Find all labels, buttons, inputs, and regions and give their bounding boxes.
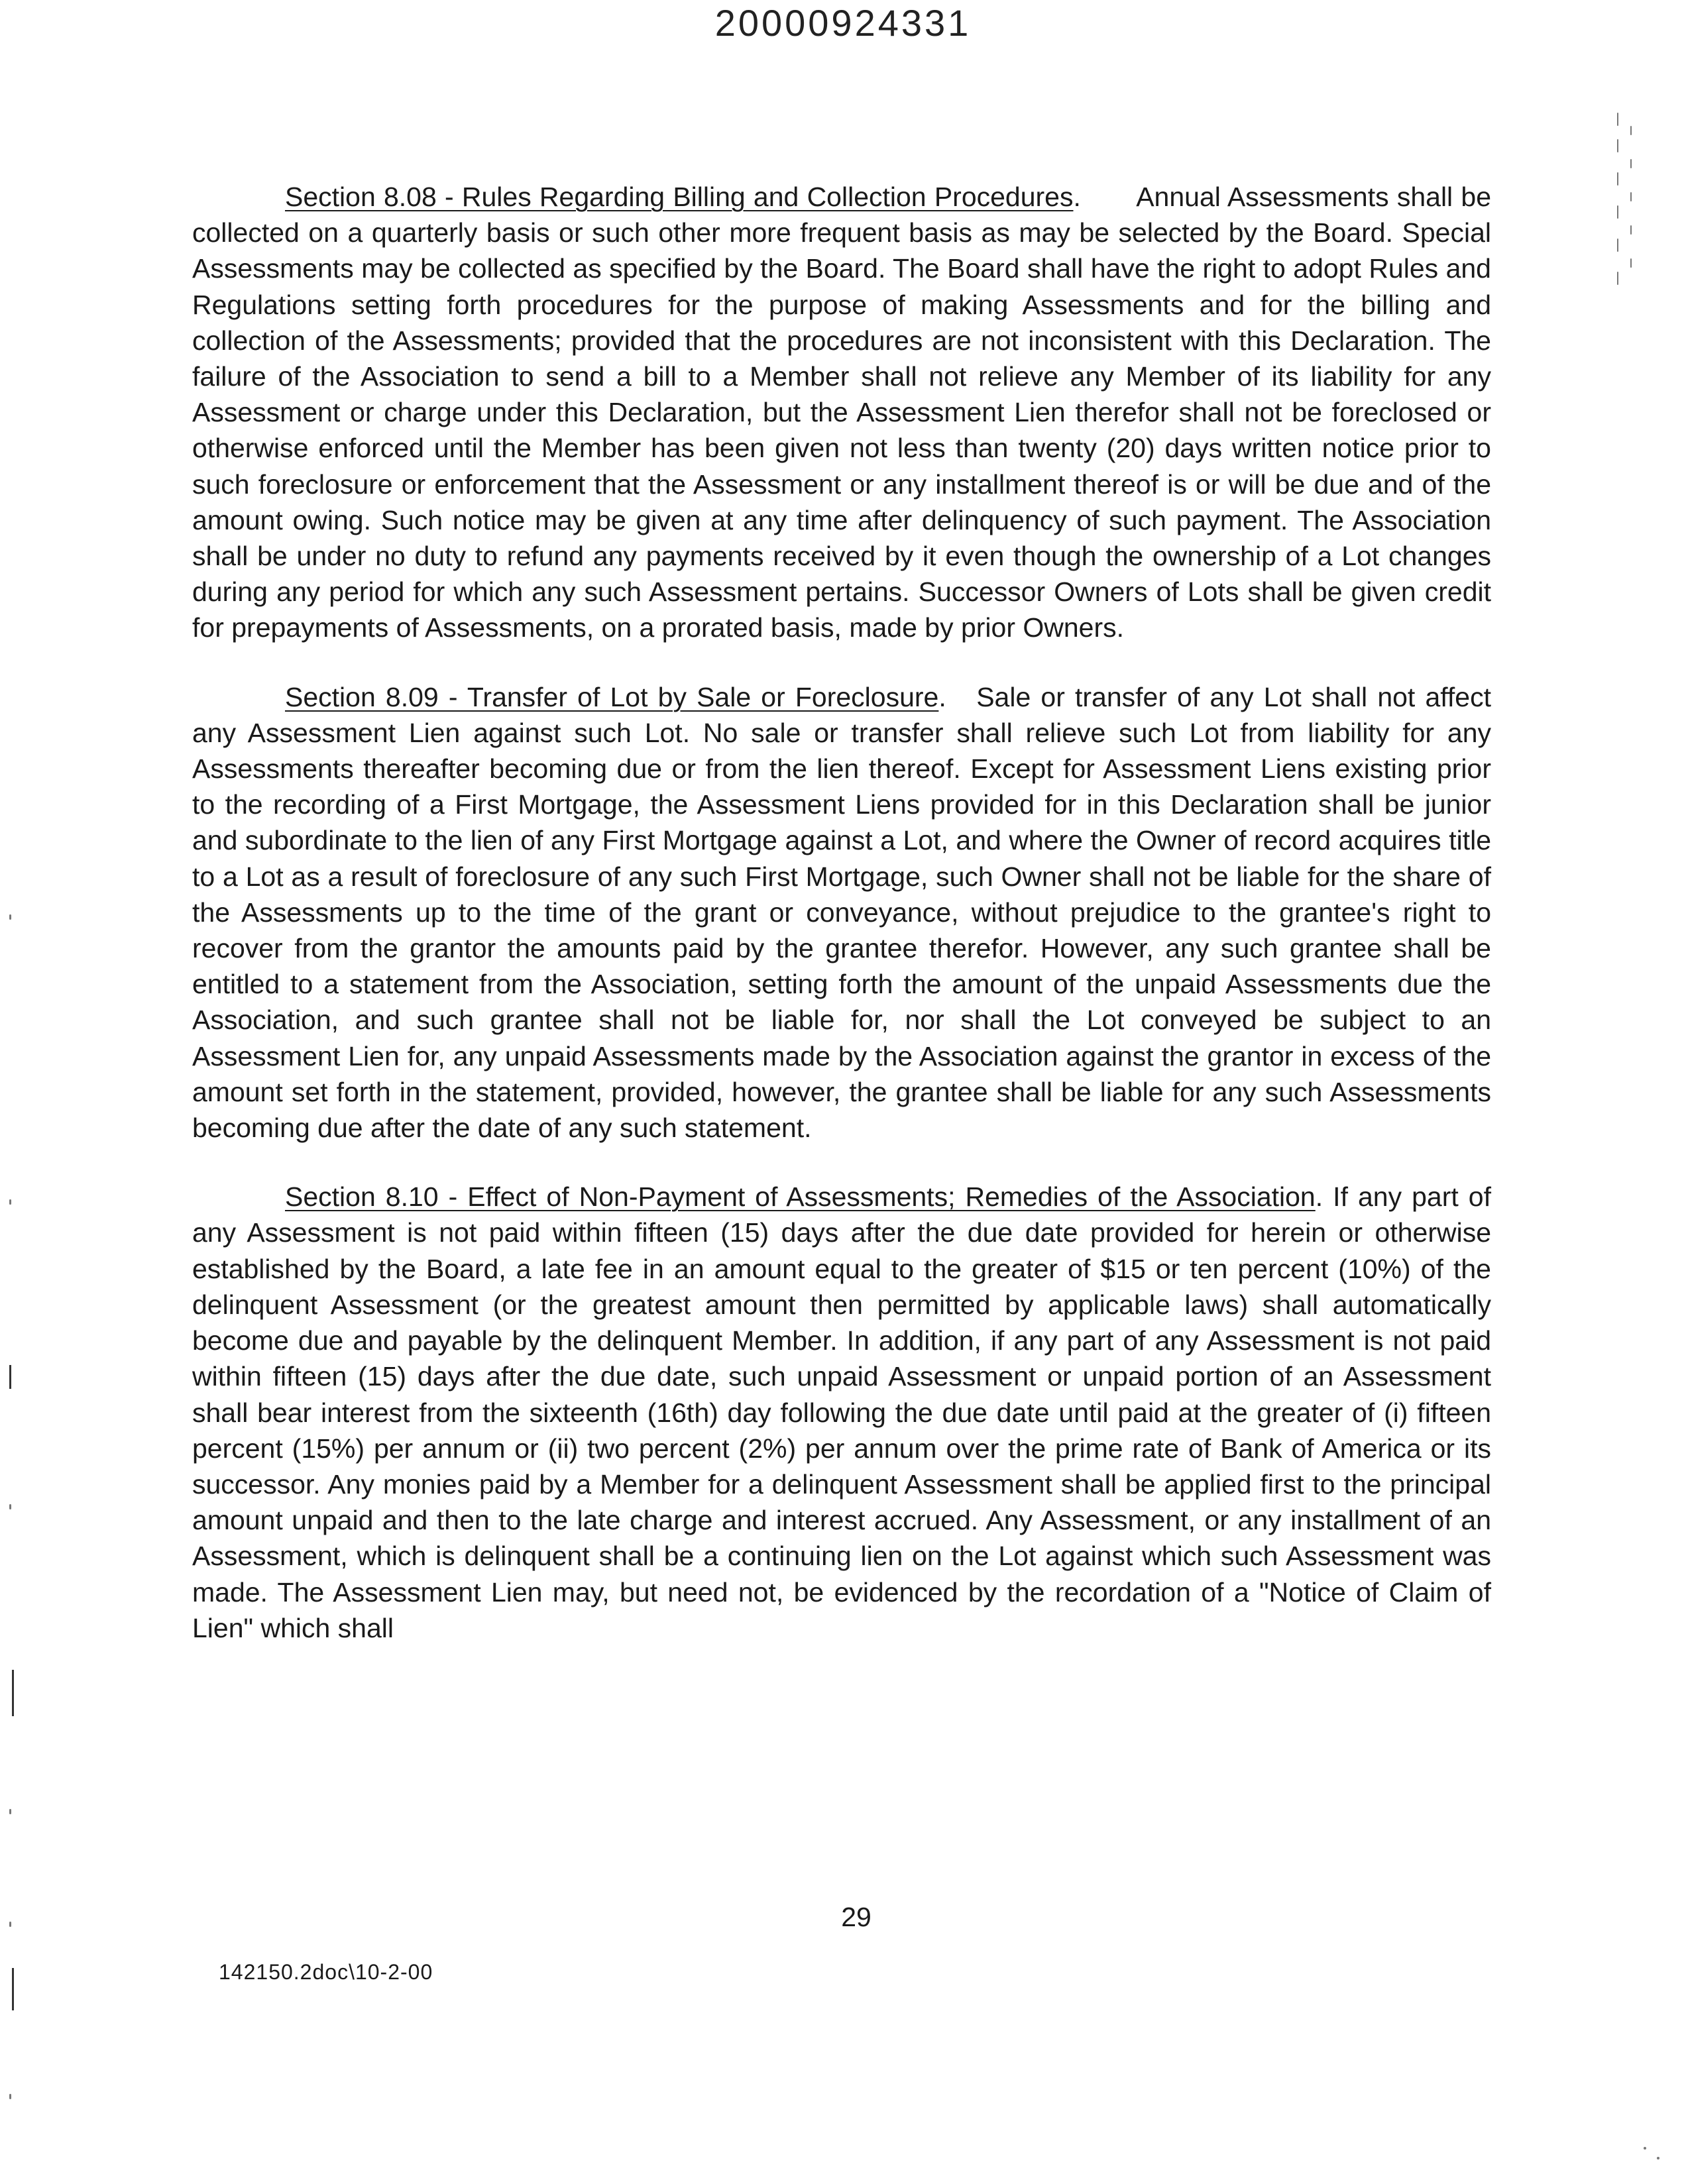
section-heading: Section 8.10 - Effect of Non-Payment of Assessments; Remedies of the Association [285,1181,1316,1213]
document-reference: 142150.2doc\10-2-00 [219,1960,433,1984]
scan-artifact-dot [9,1809,11,1814]
scan-artifact-dot [9,914,11,920]
scan-artifact-dot [1617,139,1618,152]
scan-artifact-dot [1630,126,1632,135]
scan-artifact-dot [1617,205,1618,219]
section-heading: Section 8.08 - Rules Regarding Billing and Collection Procedures [285,182,1074,212]
section-heading: Section 8.09 - Transfer of Lot by Sale or Foreclosure [285,681,939,712]
scan-artifact-dot [1617,239,1618,252]
scan-artifact-dot [9,1199,11,1205]
scan-artifact-dot [1630,258,1632,268]
scan-artifact-dot [9,2094,11,2099]
section-body: Annual Assessments shall be collected on a quarterly basis or such other more frequent basis as may be selected by the Board. Special Assessments may be collected as specified by the Board. The Board shall have the right to adopt Rules and Regulations setting forth procedures for the purpose of making Assessments and for the billing and collection of the Assessments; provided that the procedures are not inconsistent with this Declaration. The failure of the Association to send a bill to a Member shall not relieve any Member of its liability for any Assessment or charge under this Declaration, but the Assessment Lien therefor shall not be foreclosed or otherwise enforced until the Member has been given not less than twenty (20) days written notice prior to such foreclosure or enforcement that the Assessment or any installment thereof is or will be due and of the amount owing. Such notice may be given at any time after delinquency of such payment. The Association shall be under no duty to refund any payments received by it even though the ownership of a Lot changes during any period for which any such Assessment pertains. Successor Owners of Lots shall be given credit for prepayments of Assessments, on a prorated basis, made by prior Owners. [192,182,1491,643]
section-8-09: Section 8.09 - Transfer of Lot by Sale or Foreclosure. Sale or transfer of any Lot shall not affect any Assessment Lien against such Lot. No sale or transfer shall relieve such Lot from liability for any Assessments thereafter becoming due or from the lien thereof. Except for Assessment Liens existing prior to the recording of a First Mortgage, the Assessment Liens provided for in this Declaration shall be junior and subordinate to the lien of any First Mortgage against a Lot, and where the Owner of record acquires title to a Lot as a result of foreclosure of any such First Mortgage, such Owner shall not be liable for the share of the Assessments up to the time of the grant or conveyance, without prejudice to the grantee's right to recover from the grantor the amounts paid by the grantee therefor. However, any such grantee shall be entitled to a statement from the Association, setting forth the amount of the unpaid Assessments due the Association, and such grantee shall not be liable for, nor shall the Lot conveyed be subject to an Assessment Lien for, any unpaid Assessments made by the Association against the grantor in excess of the amount set forth in the statement, provided, however, the grantee shall be liable for any such Assessments becoming due after the date of any such statement. [192,681,1491,1144]
scan-artifact-dot [1617,272,1618,285]
scan-artifact-dot [1617,113,1618,126]
scan-artifact-dot [1630,225,1632,235]
section-8-08: Section 8.08 - Rules Regarding Billing and Collection Procedures. Annual Assessments shall be collected on a quarterly basis or such other more frequent basis as may be selected by the Board. Special Assessments may be collected as specified by the Board. The Board shall have the right to adopt Rules and Regulations setting forth procedures for the purpose of making Assessments and for the billing and collection of the Assessments; provided that the procedures are not inconsistent with this Declaration. The failure of the Association to send a bill to a Member shall not relieve any Member of its liability for any Assessment or charge under this Declaration, but the Assessment Lien therefor shall not be foreclosed or otherwise enforced until the Member has been given not less than twenty (20) days written notice prior to such foreclosure or enforcement that the Assessment or any installment thereof is or will be due and of the amount owing. Such notice may be given at any time after delinquency of such payment. The Association shall be under no duty to refund any payments received by it even though the ownership of a Lot changes during any period for which any such Assessment pertains. Successor Owners of Lots shall be given credit for prepayments of Assessments, on a prorated basis, made by prior Owners. [192,182,1491,643]
section-body: Sale or transfer of any Lot shall not affect any Assessment Lien against such Lot. No sale or transfer shall relieve such Lot from liability for any Assessments thereafter becoming due or from the lien thereof. Except for Assessment Liens existing prior to the recording of a First Mortgage, the Assessment Liens provided for in this Declaration shall be junior and subordinate to the lien of any First Mortgage against a Lot, and where the Owner of record acquires title to a Lot as a result of foreclosure of any such First Mortgage, such Owner shall not be liable for the share of the Assessments up to the time of the grant or conveyance, without prejudice to the grantee's right to recover from the grantor the amounts paid by the grantee therefor. However, any such grantee shall be entitled to a statement from the Association, setting forth the amount of the unpaid Assessments due the Association, and such grantee shall not be liable for, nor shall the Lot conveyed be subject to an Assessment Lien for, any unpaid Assessments made by the Association against the grantor in excess of the amount set forth in the statement, provided, however, the grantee shall be liable for any such Assessments becoming due after the date of any such statement. [192,681,1491,1144]
scan-artifact-dot [1630,192,1632,201]
scan-artifact-mark [12,1968,14,2010]
section-body: If any part of any Assessment is not paid within fifteen (15) days after the due date provided for herein or otherwise established by the Board, a late fee in an amount equal to the greater of $15 or ten percent (10%) of the delinquent Assessment (or the greatest amount then permitted by applicable laws) shall automatically become due and payable by the delinquent Member. In addition, if any part of any Assessment is not paid within fifteen (15) days after the due date, such unpaid Assessment or unpaid portion of an Assessment shall bear interest from the sixteenth (16th) day following the due date until paid at the greater of (i) fifteen percent (15%) per annum or (ii) two percent (2%) per annum over the prime rate of Bank of America or its successor. Any monies paid by a Member for a delinquent Assessment shall be applied first to the principal amount unpaid and then to the late charge and interest accrued. Any Assessment, or any installment of an Assessment, which is delinquent shall be a continuing lien on the Lot against which such Assessment was made. The Assessment Lien may, but need not, be evidenced by the recordation of a "Notice of Claim of Lien" which shall [192,1181,1491,1643]
scan-artifact-dot [9,1922,11,1927]
section-8-10: Section 8.10 - Effect of Non-Payment of Assessments; Remedies of the Association. If any part of any Assessment is not paid within fifteen (15) days after the due date provided for herein or otherwise established by the Board, a late fee in an amount equal to the greater of $15 or ten percent (10%) of the delinquent Assessment (or the greatest amount then permitted by applicable laws) shall automatically become due and payable by the delinquent Member. In addition, if any part of any Assessment is not paid within fifteen (15) days after the due date, such unpaid Assessment or unpaid portion of an Assessment shall bear interest from the sixteenth (16th) day following the due date until paid at the greater of (i) fifteen percent (15%) per annum or (ii) two percent (2%) per annum over the prime rate of Bank of America or its successor. Any monies paid by a Member for a delinquent Assessment shall be applied first to the principal amount unpaid and then to the late charge and interest accrued. Any Assessment, or any installment of an Assessment, which is delinquent shall be a continuing lien on the Lot against which such Assessment was made. The Assessment Lien may, but need not, be evidenced by the recordation of a "Notice of Claim of Lien" which shall [192,1181,1491,1643]
scan-artifact-dot [1657,2157,1659,2159]
document-body [192,179,1491,1679]
scan-artifact-mark [12,1670,14,1716]
scan-artifact-dot [1630,159,1632,168]
document-number: 20000924331 [714,2,972,44]
scan-artifact-mark [9,1365,11,1389]
scan-artifact-dot [9,1504,11,1509]
scan-artifact-dot [1644,2147,1646,2150]
page-number: 29 [841,1902,871,1932]
scan-artifact-dot [1617,172,1618,186]
